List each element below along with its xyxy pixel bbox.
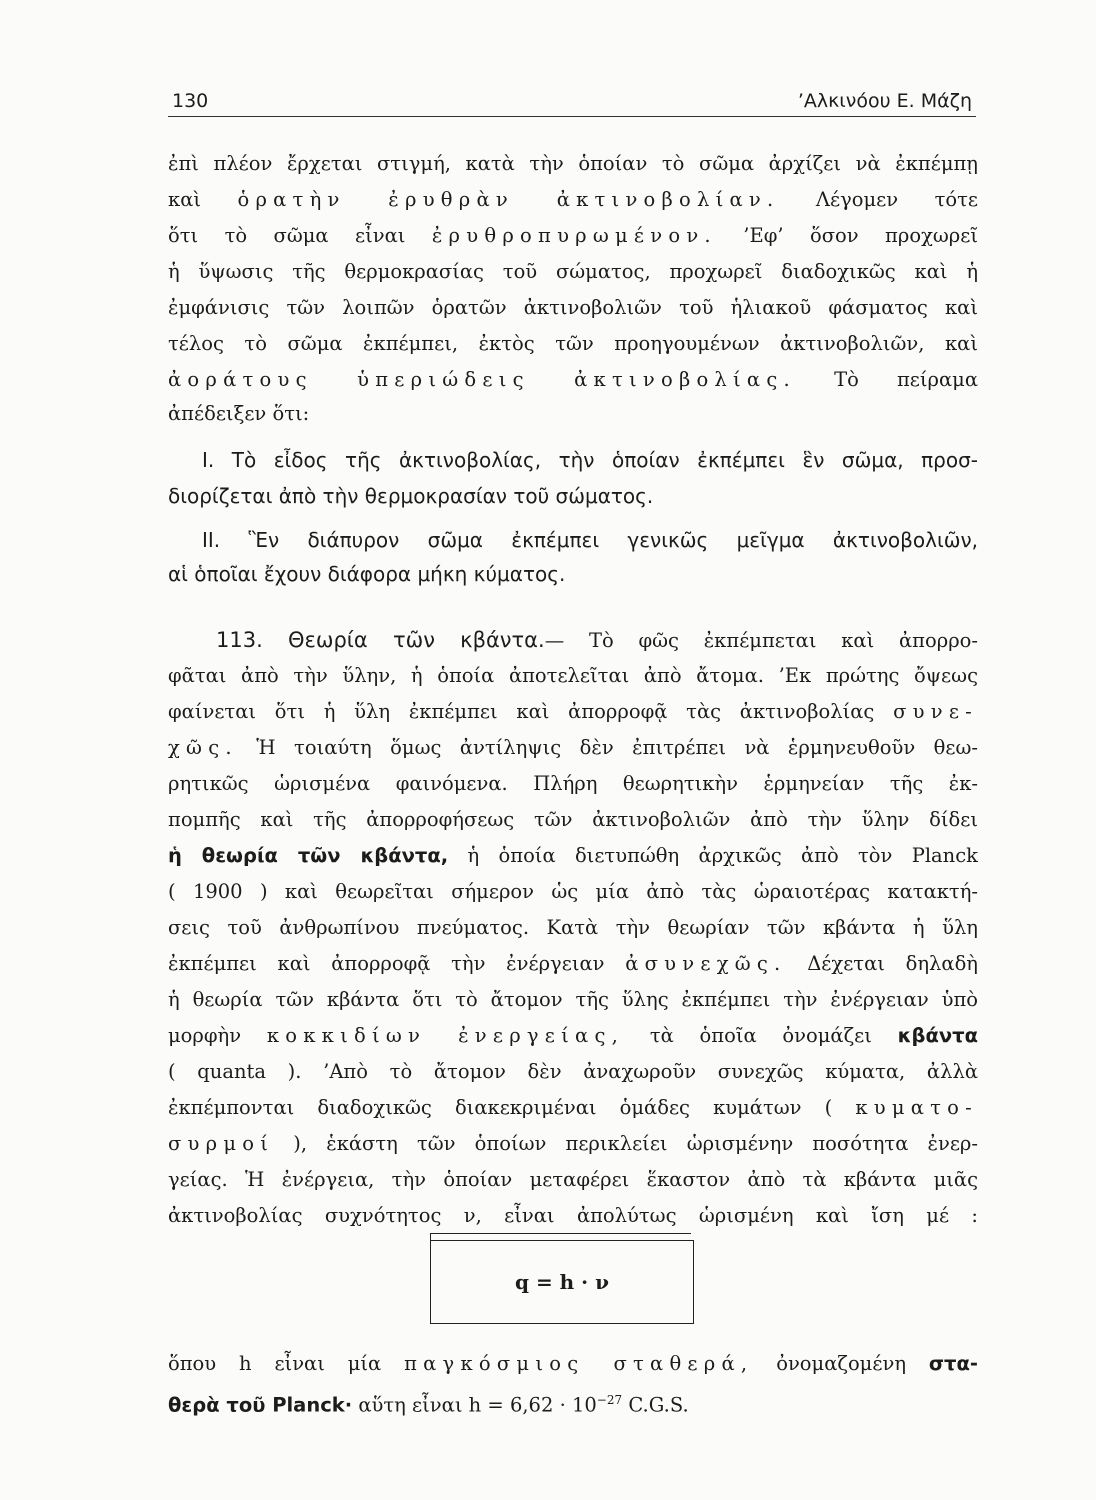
text-line: θερὰ τοῦ Planck· αὕτη εἶναι $h = 6,62 \cdot 10^{-27}$ C.G.S.: [168, 1393, 689, 1417]
formula-box: [430, 1240, 694, 1324]
text-line: φαίνεται ὅτι ἡ ὕλη ἐκπέμπει καὶ ἀπορροφᾷ τὰς ἀκτινοβολίας συνε-: [168, 700, 978, 723]
text-line: ἀοράτους ὑπεριώδεις ἀκτινοβολίας. Τὸ πείραμα: [168, 368, 979, 391]
bold-term: στα-: [928, 1352, 978, 1375]
running-title: ’Αλκινόου Ε. Μάζη: [797, 90, 972, 112]
text-line: ἐκπέμπονται διαδοχικῶς διακεκριμέναι ὁμάδες κυμάτων ( κυματο-: [168, 1096, 978, 1119]
spaced-term: ἀοράτους ὑπεριώδεις ἀκτινοβολίας.: [168, 368, 796, 391]
section-113-heading-line: 113. Θεωρία τῶν κβάντα.— Τὸ φῶς ἐκπέμπεται καὶ ἀπορρο-: [216, 628, 978, 652]
spaced-term: κοκκιδίων ἐνεργείας,: [266, 1024, 625, 1047]
bold-term: ἡ θεωρία τῶν κβάντα,: [168, 844, 449, 867]
text-line: χῶς. Ἡ τοιαύτη ὅμως ἀντίληψις δὲν ἐπιτρέπει νὰ ἑρμηνευθοῦν θεω-: [168, 736, 978, 759]
text-line: ὅτι τὸ σῶμα εἶναι ἐρυθροπυρωμένον. ’Εφ’ ὅσον προχωρεῖ: [168, 224, 978, 247]
spaced-term: ἀσυνεχῶς.: [625, 952, 787, 975]
spaced-term: συρμοί: [168, 1132, 275, 1155]
spaced-term: συνε-: [893, 700, 978, 723]
text-line: ἀκτινοβολίας συχνότητος ν, εἶναι ἀπολύτως ὡρισμένη καὶ ἴση μέ :: [168, 1204, 978, 1227]
text-line: πομπῆς καὶ τῆς ἀπορροφήσεως τῶν ἀκτινοβολιῶν ἀπὸ τὴν ὕλην δίδει: [168, 808, 978, 831]
list-item-2-cont: αἱ ὁποῖαι ἔχουν διάφορα μήκη κύματος.: [168, 562, 566, 586]
text-line: ἡ ὕψωσις τῆς θερμοκρασίας τοῦ σώματος, προχωρεῖ διαδοχικῶς καὶ ἡ: [168, 260, 978, 283]
text-line: ἡ θεωρία τῶν κβάντα ὅτι τὸ ἄτομον τῆς ὕλης ἐκπέμπει τὴν ἐνέργειαν ὑπὸ: [168, 988, 978, 1011]
spaced-term: κυματο-: [855, 1096, 978, 1119]
text-line: ( 1900 ) καὶ θεωρεῖται σήμερον ὡς μία ἀπὸ τὰς ὡραιοτέρας κατακτή-: [168, 880, 978, 903]
exponent: −27: [596, 1393, 623, 1407]
page-number: 130: [172, 90, 209, 112]
text-line: ὅπου h εἶναι μία παγκόσμιος σταθερά, ὀνομαζομένη στα-: [168, 1352, 978, 1375]
spaced-term: χῶς.: [168, 736, 238, 759]
text-line: καὶ ὁρατὴν ἐρυθρὰν ἀκτινοβολίαν. Λέγομεν τότε: [168, 188, 979, 211]
text-line: τέλος τὸ σῶμα ἐκπέμπει, ἐκτὸς τῶν προηγουμένων ἀκτινοβολιῶν, καὶ: [168, 332, 978, 355]
spaced-term: παγκόσμιος σταθερά,: [404, 1352, 754, 1375]
text-line: φᾶται ἀπὸ τὴν ὕλην, ἡ ὁποία ἀποτελεῖται ἀπὸ ἄτομα. ’Εκ πρώτης ὄψεως: [168, 664, 978, 687]
spaced-term: ὁρατὴν ἐρυθρὰν ἀκτινοβολίαν.: [237, 188, 780, 211]
text-line: ἡ θεωρία τῶν κβάντα, ἡ ὁποία διετυπώθη ἀρχικῶς ἀπὸ τὸν Planck: [168, 844, 978, 867]
text-line: γείας. Ἡ ἐνέργεια, τὴν ὁποίαν μεταφέρει ἕκαστον ἀπὸ τὰ κβάντα μιᾶς: [168, 1168, 978, 1191]
text-line: σεις τοῦ ἀνθρωπίνου πνεύματος. Κατὰ τὴν θεωρίαν τῶν κβάντα ἡ ὕλη: [168, 916, 978, 939]
text-line: ἀπέδειξεν ὅτι:: [168, 402, 310, 425]
text-line: ἐμφάνισις τῶν λοιπῶν ὁρατῶν ἀκτινοβολιῶν τοῦ ἡλιακοῦ φάσματος καὶ: [168, 296, 978, 319]
bold-term: κβάντα: [897, 1024, 978, 1047]
planck-formula: q = h · ν: [515, 1270, 609, 1294]
text-line: ρητικῶς ὡρισμένα φαινόμενα. Πλήρη θεωρητικὴν ἑρμηνείαν τῆς ἐκ-: [168, 772, 978, 795]
page-header: [168, 90, 976, 117]
list-item-1: I. Τὸ εἶδος τῆς ἀκτινοβολίας, τὴν ὁποίαν ἐκπέμπει ἓν σῶμα, προσ-: [202, 448, 978, 472]
list-item-1-cont: διορίζεται ἀπὸ τὴν θερμοκρασίαν τοῦ σώματος.: [168, 484, 654, 508]
text-line: ἐπὶ πλέον ἔρχεται στιγμή, κατὰ τὴν ὁποίαν τὸ σῶμα ἀρχίζει νὰ ἐκπέμπῃ: [168, 152, 978, 175]
text-line: ( quanta ). ’Απὸ τὸ ἄτομον δὲν ἀναχωροῦν συνεχῶς κύματα, ἀλλὰ: [168, 1060, 978, 1083]
list-item-2: II. Ἓν διάπυρον σῶμα ἐκπέμπει γενικῶς μεῖγμα ἀκτινοβολιῶν,: [202, 528, 978, 552]
text-line: ἐκπέμπει καὶ ἀπορροφᾷ τὴν ἐνέργειαν ἀσυνεχῶς. Δέχεται δηλαδὴ: [168, 952, 978, 975]
spaced-term: ἐρυθροπυρωμένον.: [431, 224, 717, 247]
bold-term: θερὰ τοῦ Planck·: [168, 1393, 353, 1417]
section-heading: 113. Θεωρία τῶν κβάντα.: [216, 628, 545, 652]
text-line: συρμοί ), ἑκάστη τῶν ὁποίων περικλείει ὡρισμένην ποσότητα ἐνερ-: [168, 1132, 978, 1155]
text-line: μορφὴν κοκκιδίων ἐνεργείας, τὰ ὁποῖα ὀνομάζει κβάντα: [168, 1024, 978, 1047]
